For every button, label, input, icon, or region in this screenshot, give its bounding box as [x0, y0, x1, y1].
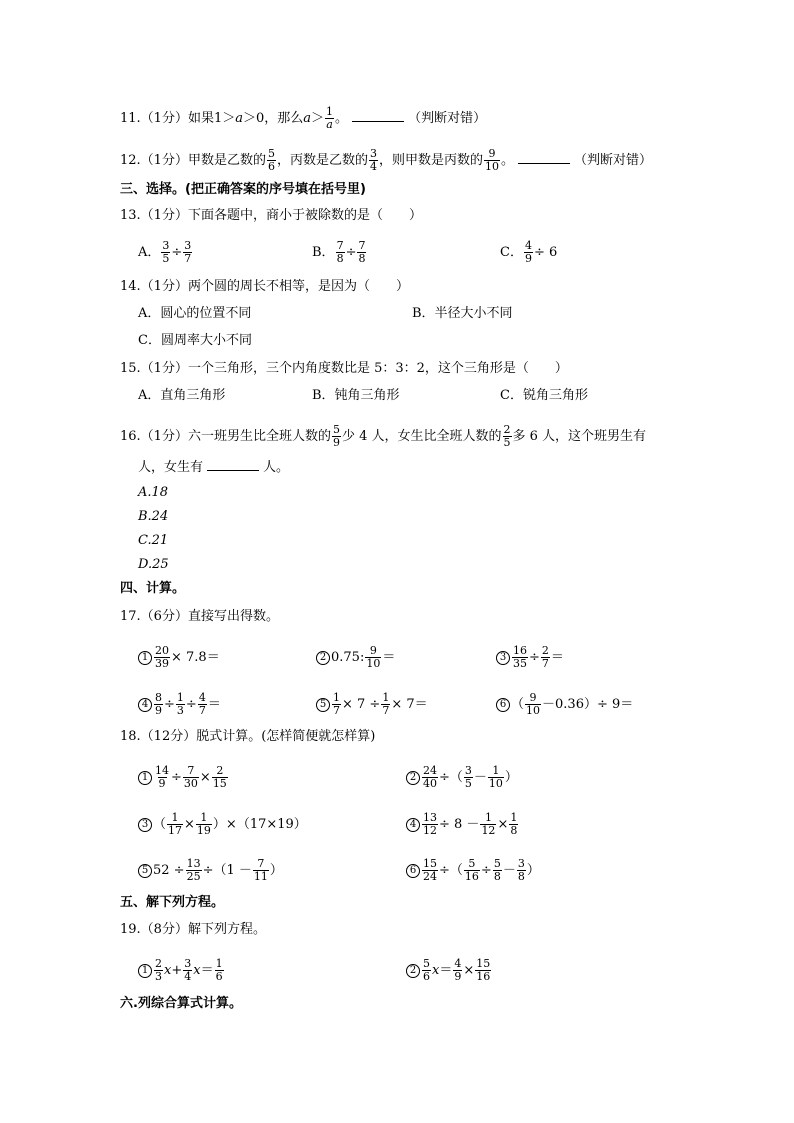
q16-fraction-2: $\frac{2}{5}$: [503, 423, 511, 449]
q17-item-5: 5 $\frac{1}{7}$ × 7 ÷ $\frac{1}{7}$ × 7＝: [316, 692, 428, 717]
section-3-heading: 三、选择。(把正确答案的序号填在括号里): [120, 182, 366, 197]
q19-item-1: 1 $\frac{2}{3}$ x+ $\frac{3}{4}$ x＝ $\frac{1}{6}$: [138, 958, 225, 983]
section-6-heading: 六.列综合算式计算。: [120, 996, 242, 1011]
q15-option-a[interactable]: A．直角三角形: [138, 388, 226, 403]
q11-end: 。: [335, 111, 349, 126]
q19-item-2: 2 $\frac{5}{6}$ x＝ $\frac{4}{9}$ × $\frac{15}{16}$: [406, 958, 492, 983]
q12-fraction-2: $\frac{3}{4}$: [369, 147, 377, 173]
question-16-stem: 16.（1分）六一班男生比全班人数的 $\frac{5}{9}$ 少 4 人，女生比全班人数的 $\frac{2}{5}$ 多 6 人，这个班男生有: [120, 423, 647, 449]
q18-item-5: 5 52 ÷ $\frac{13}{25}$ ÷（1 － $\frac{7}{11}$ ）: [138, 858, 283, 883]
q17-item-4: 4 $\frac{8}{9}$ ÷ $\frac{1}{3}$ ÷ $\frac{4}{7}$ ＝: [138, 692, 221, 717]
q11-gt: ＞: [311, 111, 325, 126]
question-15-stem: 15.（1分）一个三角形，三个内角度数比是 5：3：2，这个三角形是（ ）: [120, 361, 568, 376]
q12-fraction-3: $\frac{9}{10}$: [484, 147, 499, 173]
q12-end: 。: [500, 153, 514, 168]
q12-fraction-1: $\frac{5}{6}$: [267, 147, 275, 173]
q18-item-3: 3 （ $\frac{1}{17}$ × $\frac{1}{19}$ ）×（17×19）: [138, 812, 307, 837]
q13-option-a[interactable]: A． $\frac{3}{5}$ ÷ $\frac{3}{7}$: [138, 239, 192, 265]
q16-option-c[interactable]: C.21: [138, 533, 169, 548]
question-14-stem: 14.（1分）两个圆的周长不相等，是因为（ ）: [120, 279, 409, 294]
question-12: [120, 148, 652, 173]
q18-item-1: 1 $\frac{14}{9}$ ÷ $\frac{7}{30}$ × $\frac{2}{15}$: [138, 765, 229, 790]
q12-judge: （判断对错）: [574, 153, 653, 168]
question-18-stem: 18.（12分）脱式计算。(怎样简便就怎样算): [120, 729, 376, 744]
q11-answer-blank[interactable]: [352, 109, 404, 122]
q17-item-6: 6 （ $\frac{9}{10}$ －0.36）÷ 9＝: [496, 692, 633, 717]
q11-prefix: 11.（1分）如果1＞: [120, 111, 236, 126]
question-19-stem: 19.（8分）解下列方程。: [120, 922, 266, 937]
q11-judge: （判断对错）: [408, 111, 487, 126]
section-5-heading: 五、解下列方程。: [120, 895, 225, 910]
q16-option-d[interactable]: D.25: [138, 557, 169, 572]
q14-option-c[interactable]: C．圆周率大小不同: [138, 333, 252, 348]
q11-var-a: a: [235, 111, 243, 126]
q11-fraction: $\frac{1}{a}$: [326, 105, 334, 131]
q16-option-a[interactable]: A.18: [138, 485, 169, 500]
q16-answer-blank[interactable]: [207, 458, 259, 471]
question-17-stem: 17.（6分）直接写出得数。: [120, 609, 279, 624]
q12-mid1: ，丙数是乙数的: [276, 153, 368, 168]
q13-option-c[interactable]: C． $\frac{4}{9}$ ÷ 6: [500, 239, 558, 265]
q12-mid2: ，则甲数是丙数的: [378, 153, 483, 168]
q17-item-3: 3 $\frac{16}{35}$ ÷ $\frac{2}{7}$ ＝: [496, 645, 564, 670]
q13-option-b[interactable]: B． $\frac{7}{8}$ ÷ $\frac{7}{8}$: [312, 239, 366, 265]
q15-option-c[interactable]: C．锐角三角形: [500, 388, 588, 403]
q12-answer-blank[interactable]: [518, 151, 570, 164]
q12-prefix: 12.（1分）甲数是乙数的: [120, 153, 266, 168]
q14-option-b[interactable]: B．半径大小不同: [412, 306, 513, 321]
q18-item-6: 6 $\frac{15}{24}$ ÷（ $\frac{5}{16}$ ÷ $\frac{5}{8}$ － $\frac{3}{8}$ ）: [406, 858, 540, 883]
q17-item-1: 1 $\frac{20}{39}$ × 7.8＝: [138, 645, 220, 670]
q18-item-4: 4 $\frac{13}{12}$ ÷ 8 － $\frac{1}{12}$ × $\frac{1}{8}$: [406, 812, 519, 837]
q17-item-2: 2 0.75: $\frac{9}{10}$ ＝: [316, 645, 395, 670]
q11-cond: ＞0，那么: [242, 111, 304, 126]
q18-item-2: 2 $\frac{24}{40}$ ÷（ $\frac{3}{5}$ － $\frac{1}{10}$ ）: [406, 765, 518, 790]
question-16-line2: 人，女生有 人。: [138, 460, 290, 475]
section-4-heading: 四、计算。: [120, 581, 186, 596]
q16-fraction-1: $\frac{5}{9}$: [332, 423, 340, 449]
question-11: [120, 106, 486, 131]
question-13-stem: 13.（1分）下面各题中，商小于被除数的是（ ）: [120, 208, 422, 223]
q11-var-a2: a: [303, 111, 312, 126]
q16-option-b[interactable]: B.24: [138, 509, 169, 524]
q15-option-b[interactable]: B．钝角三角形: [312, 388, 400, 403]
q14-option-a[interactable]: A．圆心的位置不同: [138, 306, 252, 321]
